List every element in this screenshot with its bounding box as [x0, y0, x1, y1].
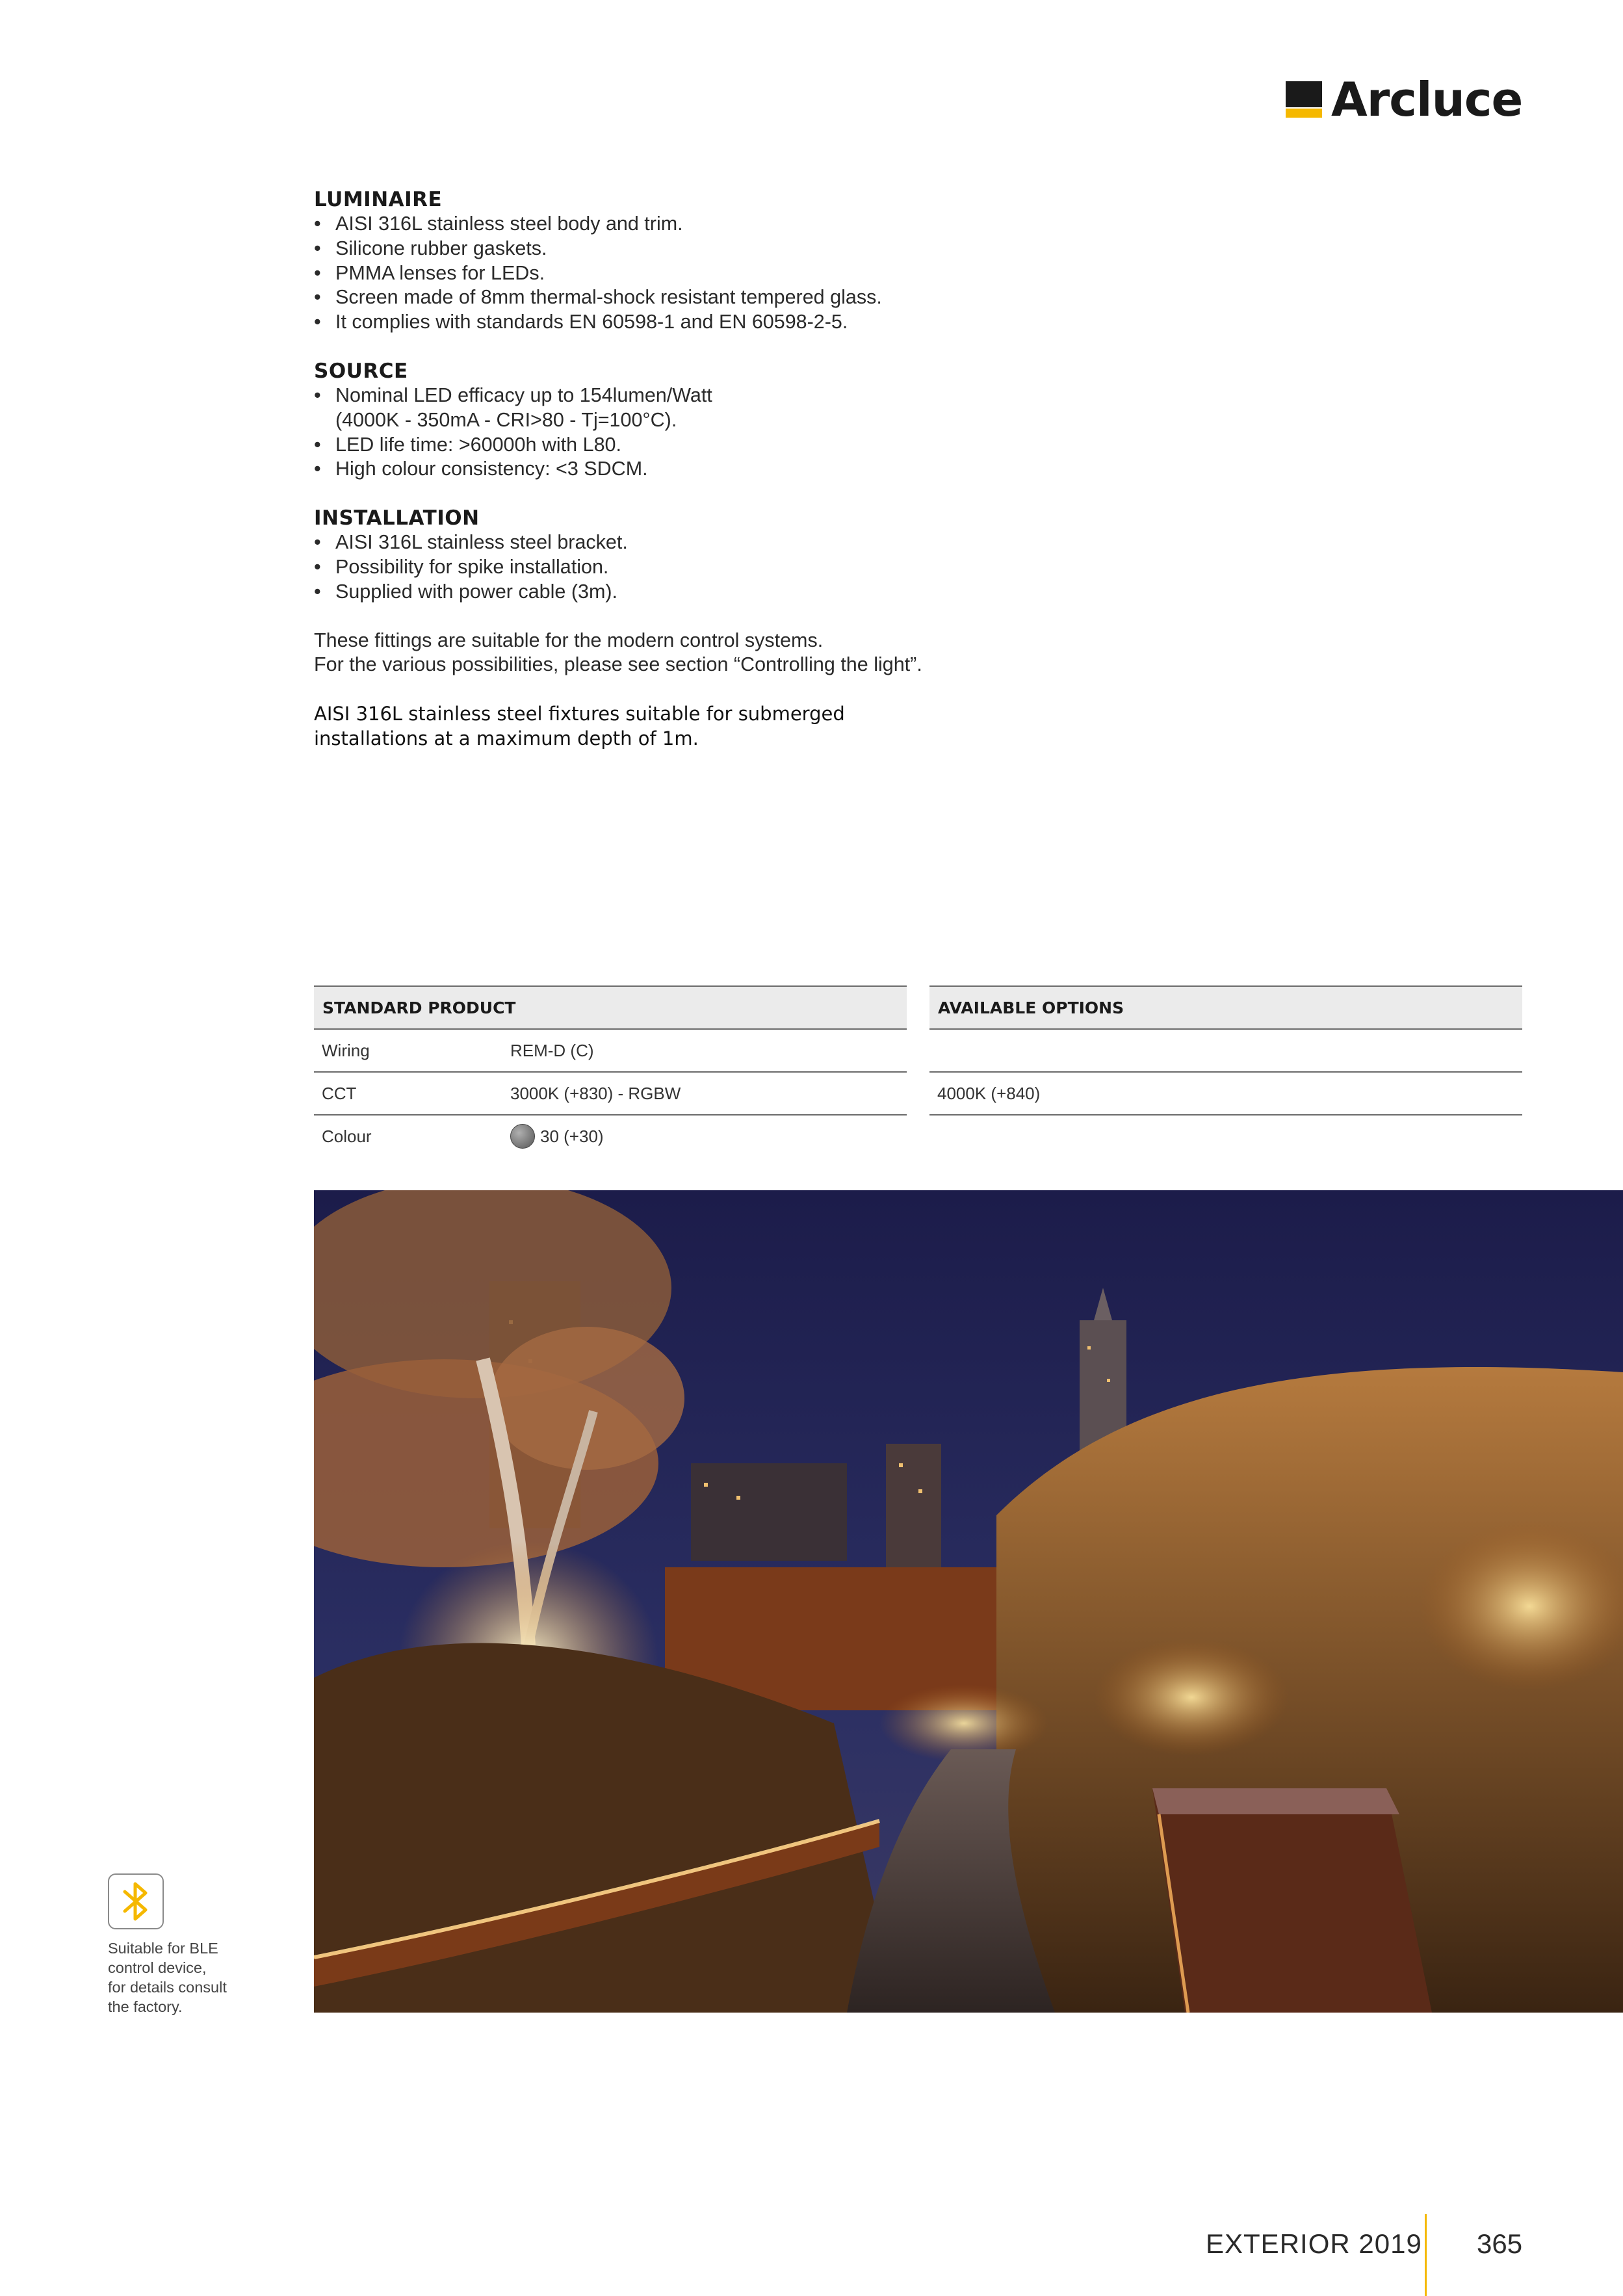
list-item: • It complies with standards EN 60598-1 and EN 60598-2-5. — [314, 310, 1029, 335]
row-value: 3000K (+830) - RGBW — [510, 1083, 681, 1103]
list-item: • High colour consistency: <3 SDCM. — [314, 457, 1029, 482]
section-title-luminaire: LUMINAIRE — [314, 188, 443, 211]
spec-block — [314, 187, 1029, 751]
list-item: • AISI 316L stainless steel bracket. — [314, 530, 1029, 555]
bluetooth-icon — [121, 1880, 151, 1923]
section-title-installation: INSTALLATION — [314, 506, 480, 530]
list-item: • AISI 316L stainless steel body and trim. — [314, 212, 1029, 237]
row-label: Colour — [322, 1126, 372, 1146]
list-item: • Screen made of 8mm thermal-shock resistant tempered glass. — [314, 285, 1029, 310]
footer-section-title: EXTERIOR 2019 — [1206, 2228, 1422, 2259]
page-number: 365 — [1477, 2228, 1523, 2259]
option-value: 4000K (+840) — [937, 1083, 1041, 1103]
list-item — [314, 384, 1029, 433]
list-item: • Silicone rubber gaskets. — [314, 237, 1029, 261]
installation-list — [314, 530, 1029, 604]
source-efficacy: Nominal LED efficacy up to 154lumen/Watt — [335, 384, 712, 406]
section-title-source: SOURCE — [314, 359, 408, 383]
colour-code: 30 (+30) — [540, 1126, 604, 1146]
source-list — [314, 384, 1029, 482]
row-value-colour — [510, 1124, 604, 1149]
row-value: REM-D (C) — [510, 1040, 594, 1060]
control-section-note: For the various possibilities, please see section “Controlling the light”. — [314, 653, 922, 676]
list-item: • LED life time: >60000h with L80. — [314, 433, 1029, 458]
table-row — [314, 1073, 907, 1115]
source-efficacy-conditions: (4000K - 350mA - CRI>80 - Tj=100°C). — [335, 408, 677, 431]
row-label: CCT — [322, 1083, 357, 1103]
table-row — [929, 1073, 1522, 1115]
ble-note — [108, 1938, 277, 2016]
brand-logo — [1286, 72, 1523, 127]
colour-swatch-icon — [510, 1124, 535, 1149]
list-item: • Supplied with power cable (3m). — [314, 580, 1029, 605]
list-item: • PMMA lenses for LEDs. — [314, 261, 1029, 286]
ble-note-line: for details consult — [108, 1979, 227, 1996]
footer-divider — [1425, 2214, 1427, 2296]
table-row — [314, 1115, 907, 1157]
ble-note-line: control device, — [108, 1959, 207, 1976]
logo-text: Arcluce — [1331, 72, 1523, 127]
standard-product-header: STANDARD PRODUCT — [314, 987, 907, 1030]
available-options-header: AVAILABLE OPTIONS — [929, 987, 1522, 1030]
list-item: • Possibility for spike installation. — [314, 555, 1029, 580]
row-label: Wiring — [322, 1040, 370, 1060]
submerged-note-line2: installations at a maximum depth of 1m. — [314, 727, 699, 750]
ble-note-line: Suitable for BLE — [108, 1940, 218, 1957]
luminaire-list — [314, 212, 1029, 335]
control-systems-note: These fittings are suitable for the modern control systems. — [314, 629, 824, 651]
ble-note-line: the factory. — [108, 1998, 183, 2015]
submerged-note-line1: AISI 316L stainless steel fixtures suitable for submerged — [314, 703, 845, 725]
available-options-table — [929, 985, 1522, 1115]
ble-badge — [108, 1873, 164, 1929]
table-row — [314, 1030, 907, 1073]
logo-mark-icon — [1286, 81, 1322, 118]
table-row — [929, 1030, 1522, 1073]
product-application-photo — [314, 1190, 1623, 2013]
standard-product-table — [314, 985, 907, 1157]
